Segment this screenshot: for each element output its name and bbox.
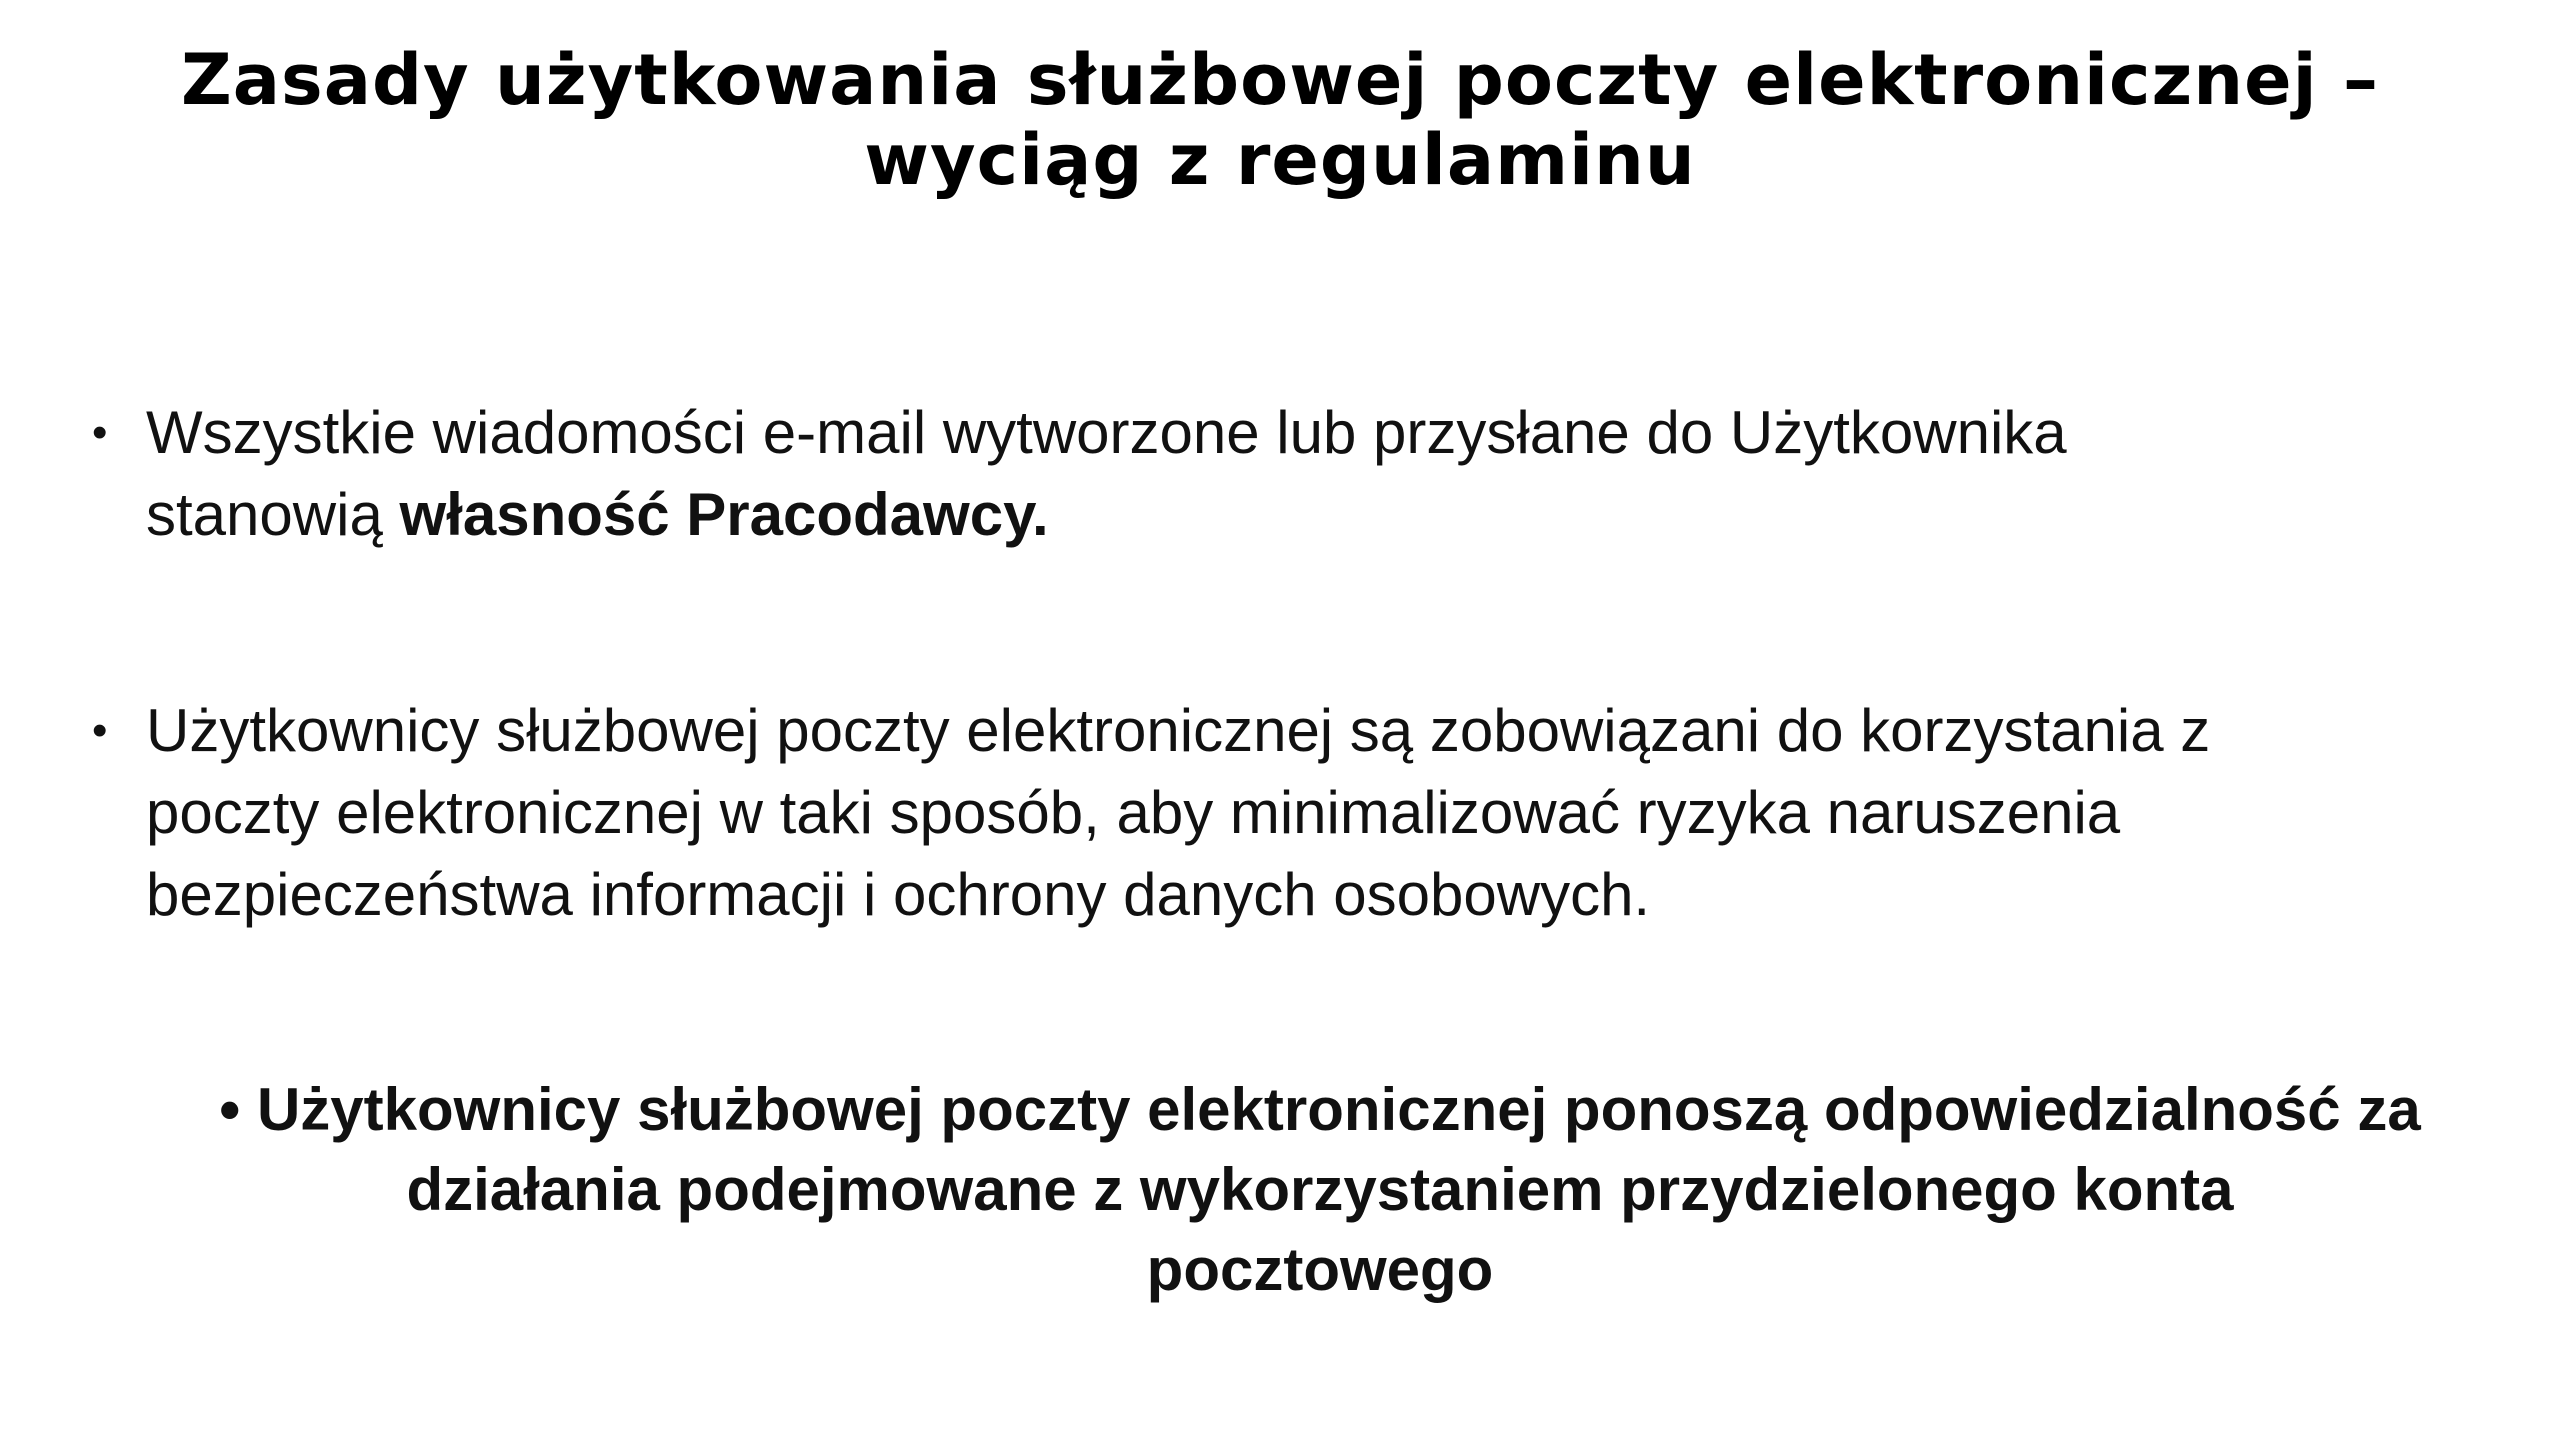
bullet-item-ownership: [92, 392, 2526, 556]
bullet-item-responsibility: [110, 1070, 2530, 1310]
bullet-text-normal: stanowią: [146, 481, 400, 548]
bullet-dot-icon: •: [92, 706, 108, 755]
bullet-text-bold: własność Pracodawcy.: [399, 481, 1049, 548]
bullet-line: bezpieczeństwa informacji i ochrony danych osobowych.: [146, 861, 1651, 928]
bullet-dot-icon: •: [219, 1076, 241, 1143]
slide-title: [120, 40, 2440, 200]
bullet-item-obligations: [92, 690, 2560, 936]
bullet-line: Wszystkie wiadomości e-mail wytworzone lub przysłane do Użytkownika: [146, 399, 2067, 466]
slide-title-line-1: Zasady użytkowania służbowej poczty elektronicznej –: [181, 39, 2379, 121]
bullet-line: pocztowego: [1146, 1236, 1494, 1303]
bullet-line-text: Użytkownicy służbowej poczty elektronicznej ponoszą odpowiedzialność za: [256, 1076, 2421, 1143]
bullet-line: działania podejmowane z wykorzystaniem przydzielonego konta: [406, 1156, 2234, 1223]
slide-title-line-2: wyciąg z regulaminu: [864, 119, 1696, 201]
bullet-line: [146, 474, 2526, 556]
bullet-dot-icon: •: [92, 408, 108, 457]
bullet-line: [110, 1070, 2530, 1150]
bullet-line: Użytkownicy służbowej poczty elektronicznej są zobowiązani do korzystania z: [146, 697, 2211, 764]
bullet-line: poczty elektronicznej w taki sposób, aby minimalizować ryzyka naruszenia: [146, 779, 2121, 846]
